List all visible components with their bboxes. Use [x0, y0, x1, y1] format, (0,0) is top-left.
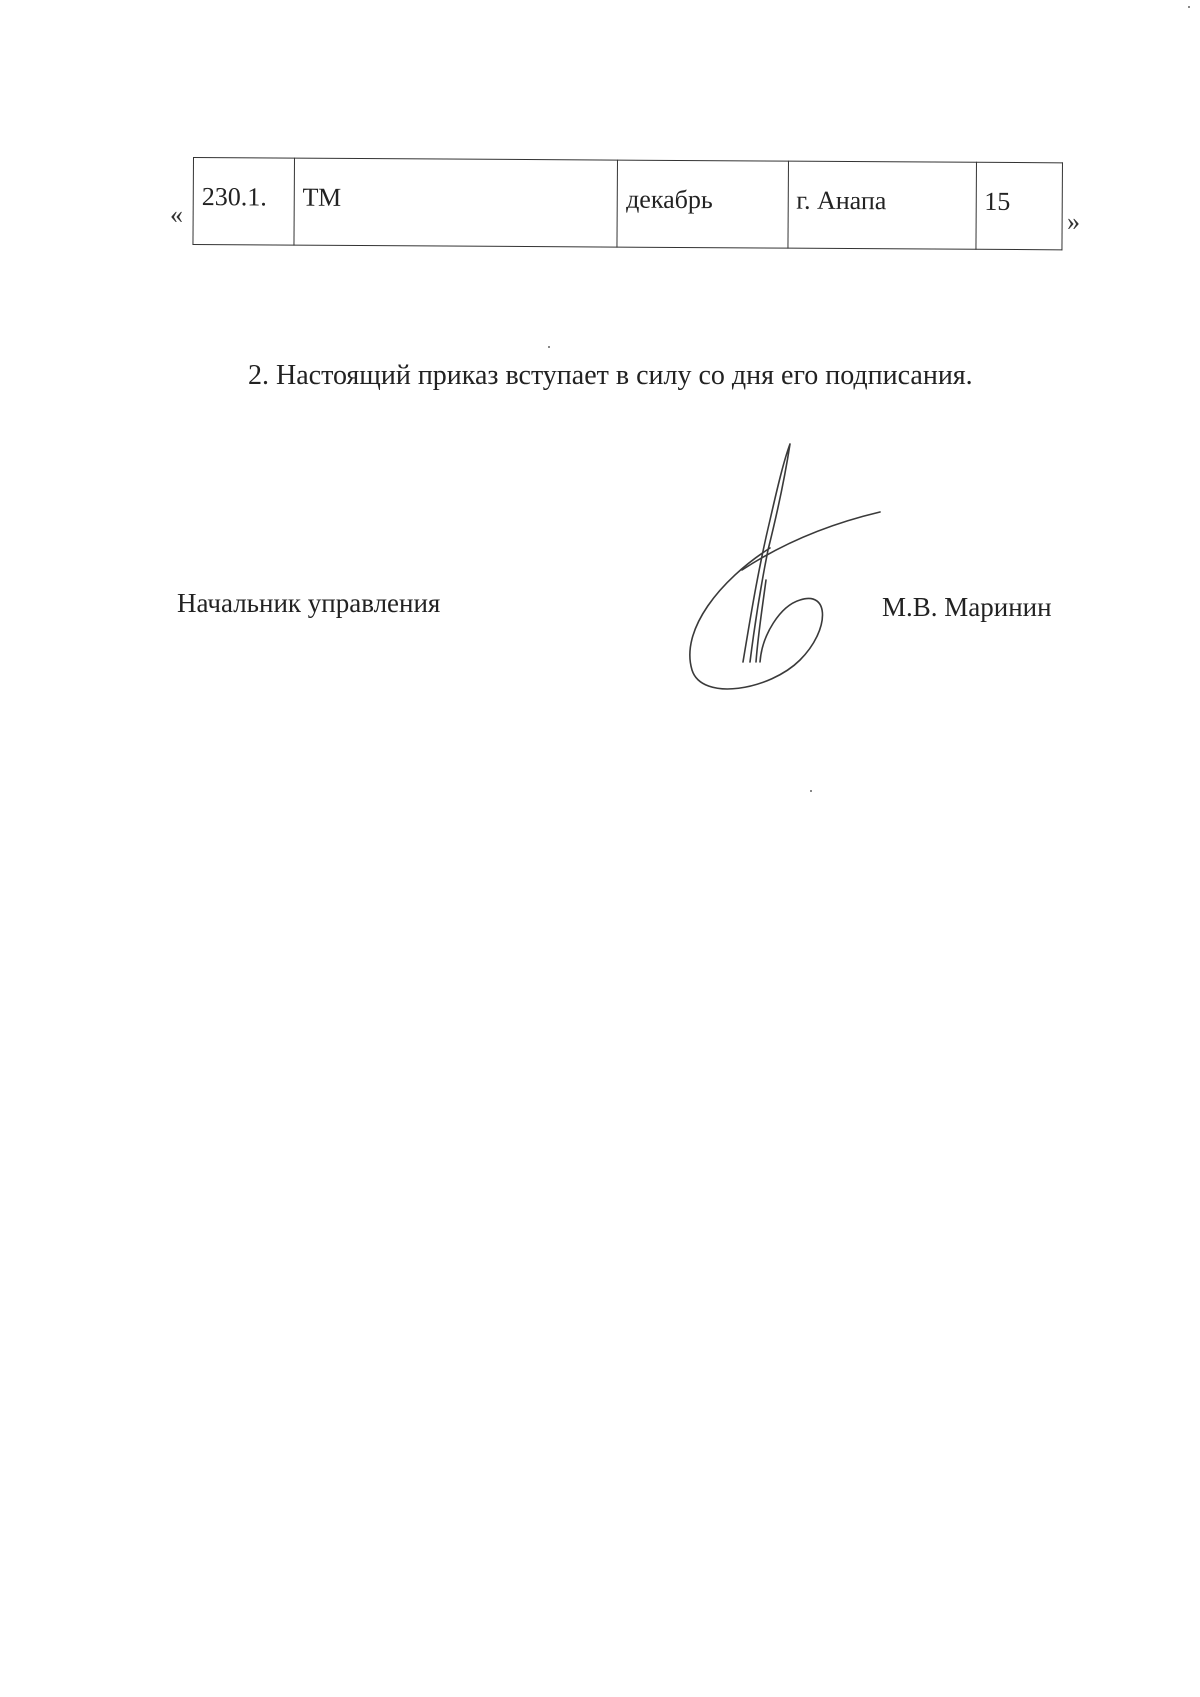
scan-speck — [1188, 6, 1190, 8]
cell-month: декабрь — [617, 160, 788, 248]
order-paragraph: 2. Настоящий приказ вступает в силу со дня его подписания. — [248, 360, 973, 391]
scan-speck — [810, 790, 812, 792]
scan-speck — [548, 346, 550, 348]
signer-name: М.В. Маринин — [882, 592, 1052, 622]
handwritten-signature — [680, 430, 910, 710]
signer-title: Начальник управления — [177, 588, 441, 618]
cell-city: г. Анапа — [787, 161, 975, 249]
cell-code: ТМ — [294, 158, 618, 247]
opening-quote: « — [170, 200, 183, 229]
entry-table — [192, 157, 1063, 250]
closing-quote: » — [1067, 207, 1080, 236]
cell-number: 230.1. — [193, 158, 294, 246]
table-row — [193, 158, 1063, 250]
cell-quantity: 15 — [975, 162, 1062, 250]
